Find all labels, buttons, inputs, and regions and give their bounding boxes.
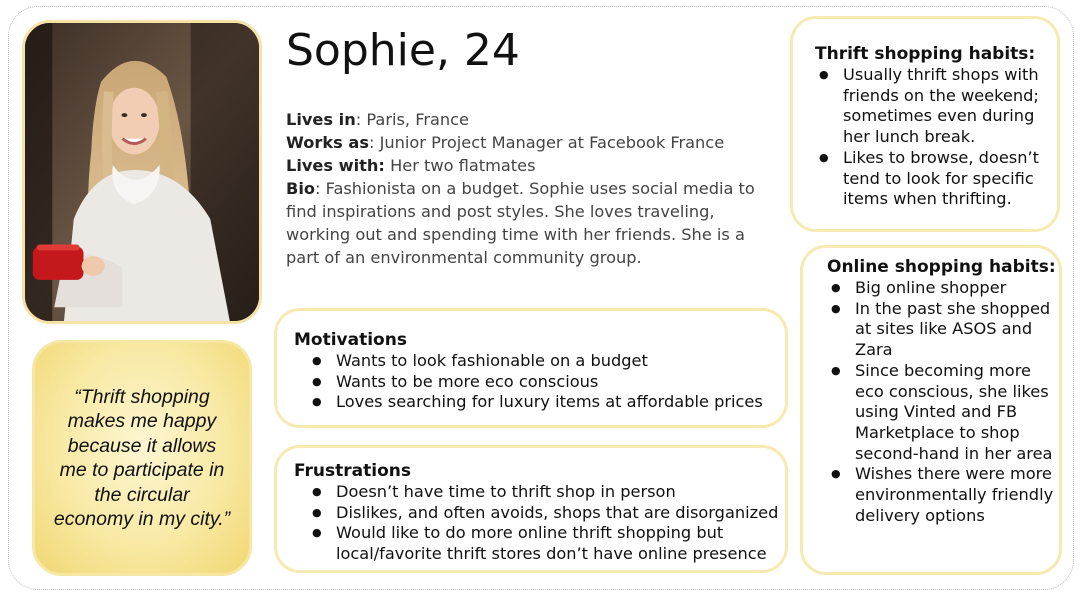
list-item: ● Loves searching for luxury items at affordable prices: [294, 392, 785, 413]
frustrations-card: [274, 445, 788, 573]
list-item: ● Usually thrift shops with friends on the weekend; sometimes even during her lunch break.: [815, 65, 1057, 148]
list-item: ● Would like to do more online thrift shopping but local/favorite thrift stores don’t have online presence: [294, 523, 785, 564]
list-item: ● Big online shopper: [827, 278, 1059, 299]
list-item: ● In the past she shopped at sites like ASOS and Zara: [827, 299, 1059, 361]
frustrations-list: [294, 482, 785, 565]
motivations-title: Motivations: [294, 330, 407, 350]
motivations-list: [294, 351, 785, 413]
online-habits-list: [827, 278, 1059, 526]
persona-name: Sophie, 24: [286, 25, 520, 76]
detail-value: Junior Project Manager at Facebook France: [379, 133, 725, 152]
list-item: ● Wants to look fashionable on a budget: [294, 351, 785, 372]
detail-value: Fashionista on a budget. Sophie uses social media to find inspirations and post styles. She loves traveling, working out and spending time with her friends. She is a part of an environmental community group.: [286, 179, 755, 267]
detail-label: Works as: [286, 133, 369, 152]
list-item: ● Since becoming more eco conscious, she likes using Vinted and FB Marketplace to shop second-hand in her area: [827, 361, 1059, 465]
list-item: ● Wishes there were more environmentally friendly delivery options: [827, 464, 1059, 526]
detail-lives-in: Lives in: Paris, France: [286, 110, 470, 129]
detail-lives-with: [286, 154, 776, 177]
detail-label: Bio: [286, 179, 316, 198]
persona-quote: “Thrift shopping makes me happy because it allows me to participate in the circular economy in my city.”: [53, 385, 231, 530]
persona-details: [286, 108, 776, 269]
detail-label: Lives in: [286, 110, 356, 129]
list-item: ● Dislikes, and often avoids, shops that are disorganized: [294, 503, 785, 524]
detail-works-as: Works as: Junior Project Manager at Facebook France: [286, 133, 725, 152]
online-habits-title: Online shopping habits:: [827, 257, 1056, 277]
detail-value: Her two flatmates: [390, 156, 536, 175]
list-item: ● Doesn’t have time to thrift shop in person: [294, 482, 785, 503]
persona-quote-card: [32, 340, 252, 576]
persona-photo: [22, 20, 262, 324]
online-habits-card: [800, 245, 1062, 575]
detail-bio: Bio: Fashionista on a budget. Sophie uses social media to find inspirations and post styles. She loves traveling, working out and spending time with her friends. She is a part of an environmental community group.: [286, 179, 755, 267]
thrift-habits-list: [815, 65, 1057, 210]
persona-photo-illustration: [25, 23, 259, 321]
thrift-habits-card: [790, 16, 1060, 232]
frustrations-title: Frustrations: [294, 461, 411, 481]
motivations-card: [274, 308, 788, 428]
list-item: ● Likes to browse, doesn’t tend to look for specific items when thrifting.: [815, 148, 1057, 210]
thrift-habits-title: Thrift shopping habits:: [815, 44, 1036, 64]
list-item: ● Wants to be more eco conscious: [294, 372, 785, 393]
detail-label: Lives with:: [286, 156, 385, 175]
detail-value: Paris, France: [366, 110, 470, 129]
